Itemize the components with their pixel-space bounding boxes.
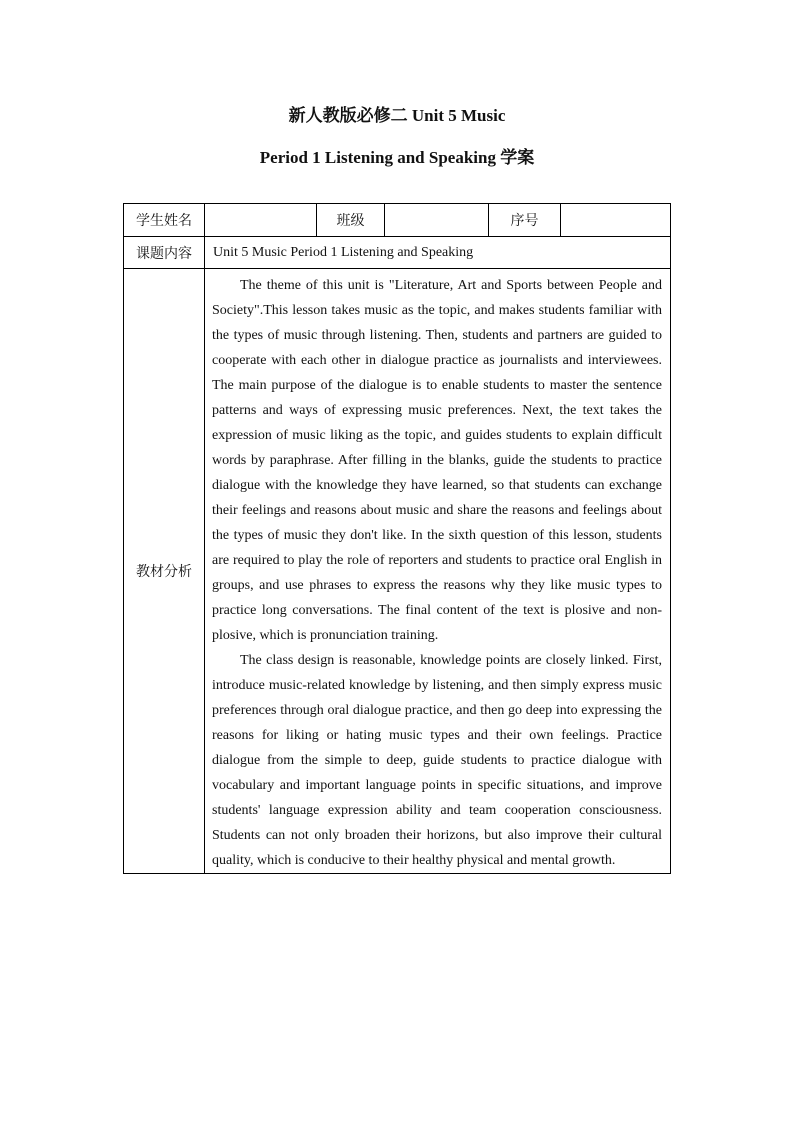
seat-number-label: 序号 bbox=[489, 204, 561, 237]
topic-value: Unit 5 Music Period 1 Listening and Speaking bbox=[205, 237, 671, 269]
analysis-row bbox=[124, 269, 671, 874]
analysis-paragraph-2: The class design is reasonable, knowledge points are closely linked. First, introduce music-related knowledge by listening, and then simply express music preferences through oral dialogue practice, and then go deep into expressing the reasons for liking or hating music types and their own feelings. Practice dialogue from the simple to deep, guide students to practice dialogue with vocabulary and important language points in specific situations, and improve students' language expression ability and team cooperation consciousness. Students can not only broaden their horizons, but also improve their cultural quality, which is conducive to their healthy physical and mental growth. bbox=[212, 653, 662, 868]
student-name-label: 学生姓名 bbox=[124, 204, 205, 237]
seat-number-field[interactable] bbox=[561, 204, 671, 237]
document-title: 新人教版必修二 Unit 5 Music bbox=[288, 106, 506, 125]
student-info-row bbox=[124, 204, 671, 237]
topic-row bbox=[124, 237, 671, 269]
analysis-paragraph-1: The theme of this unit is "Literature, Art and Sports between People and Society".This lesson takes music as the topic, and makes students familiar with the types of music through listening. Then, students and partners are guided to cooperate with each other in dialogue practice as journalists and interviewees. The main purpose of the dialogue is to enable students to master the sentence patterns and ways of expressing music preferences. Next, the text takes the expression of music liking as the topic, and guides students to explain difficult words by paraphrase. After filling in the blanks, guide the students to practice dialogue with the knowledge they have learned, so that students can exchange their feelings and reasons about music and share the reasons and feelings about the types of music they don't like. In the sixth question of this lesson, students are required to play the role of reporters and students to practice oral English in groups, and use phrases to express the reasons why they like music types to practice long conversations. The final content of the text is plosive and non-plosive, which is pronunciation training. bbox=[212, 278, 662, 643]
class-field[interactable] bbox=[385, 204, 489, 237]
lesson-info-table bbox=[123, 203, 671, 874]
document-subtitle: Period 1 Listening and Speaking 学案 bbox=[259, 148, 535, 167]
student-name-field[interactable] bbox=[205, 204, 317, 237]
analysis-label: 教材分析 bbox=[124, 269, 205, 874]
topic-label: 课题内容 bbox=[124, 237, 205, 269]
class-label: 班级 bbox=[317, 204, 385, 237]
analysis-content bbox=[205, 269, 671, 874]
